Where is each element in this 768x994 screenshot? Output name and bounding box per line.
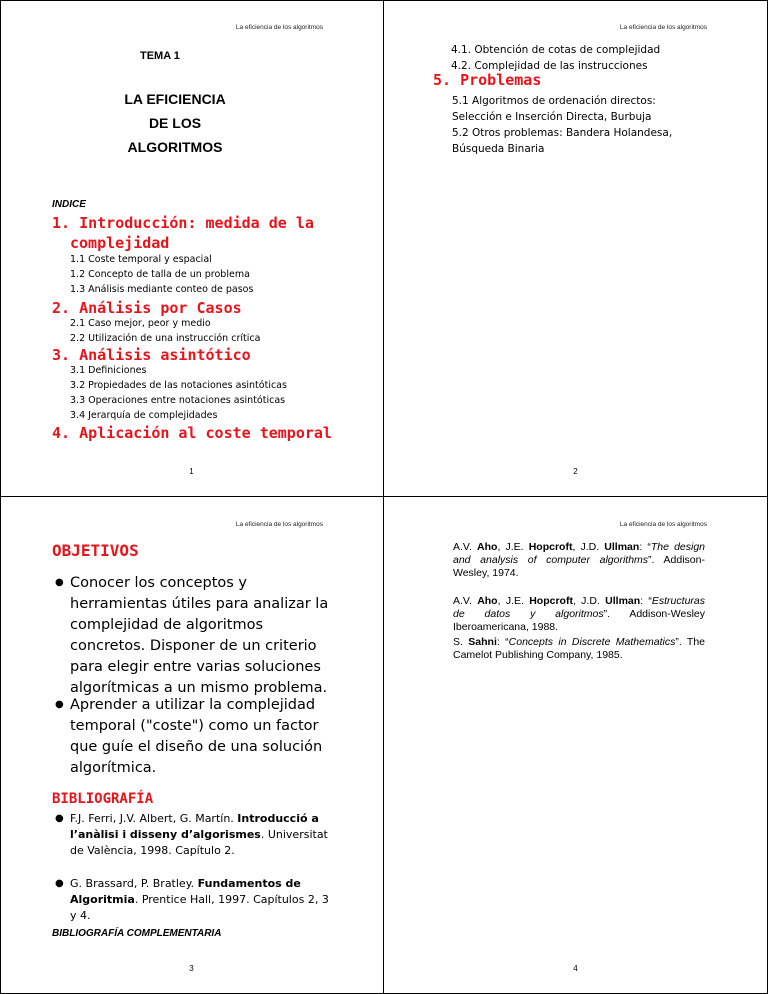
index-continuation: [451, 42, 660, 74]
bib-publisher: . Universitat de València, 1998. Capítulo 2.: [70, 828, 328, 857]
bib-authors: G. Brassard, P. Bratley.: [70, 877, 198, 890]
slide-header: La eficiencia de los algoritmos: [235, 521, 323, 528]
objective-bullet: [52, 573, 332, 699]
index-item: 3.3 Operaciones entre notaciones asintóticas: [70, 395, 286, 406]
indice-label: INDICE: [52, 199, 86, 210]
bib-publisher: . Prentice Hall, 1997. Capítulos 2, 3 y 4.: [70, 893, 329, 922]
bib-entry: [52, 811, 332, 859]
index-item: 5.2 Otros problemas: Bandera Holandesa,: [452, 127, 673, 139]
index-item: 5.1 Algoritmos de ordenación directos:: [452, 95, 656, 107]
bib-entry: [52, 876, 332, 924]
section-items: [70, 363, 287, 423]
bib-title: Fundamentos de Algoritmia: [70, 877, 301, 906]
page-number: 4: [573, 964, 578, 973]
ref-text: S.: [453, 636, 469, 648]
reference-entry: [453, 541, 705, 580]
tema-label: TEMA 1: [140, 50, 180, 62]
title-line: LA EFICIENCIA: [124, 91, 226, 107]
ref-title: The design and analysis of computer algorithms: [453, 541, 706, 566]
section-title-line: 2. Análisis por Casos: [52, 299, 242, 317]
index-item: 4.2. Complejidad de las instrucciones: [451, 60, 648, 72]
title-line: DE LOS: [148, 115, 202, 131]
slide-4: [384, 497, 767, 993]
index-item: 2.2 Utilización de una instrucción crítica: [70, 333, 261, 344]
ref-text: ”. The Camelot Publishing Company, 1985.: [453, 636, 706, 661]
page-number: 3: [189, 964, 194, 973]
slide-1: [0, 0, 383, 496]
section-title-line: 4. Aplicación al coste temporal: [52, 424, 332, 442]
section-title: [52, 298, 332, 318]
reference-entry: [453, 636, 705, 662]
ref-author: Aho: [477, 541, 498, 553]
objective-text: Aprender a utilizar la complejidad temporal ("coste") como un factor que guíe el diseño de una solución algorítmica.: [70, 697, 323, 776]
ref-text: , J.E.: [497, 541, 529, 553]
bullet-dot-icon: ●: [55, 577, 64, 588]
slide-header: La eficiencia de los algoritmos: [619, 24, 707, 31]
bullet-dot-icon: ●: [55, 813, 64, 824]
section-items: [70, 316, 260, 346]
section-title-line: complejidad: [70, 234, 170, 252]
page-number: 2: [573, 467, 578, 476]
ref-text: , J.D.: [572, 595, 606, 607]
section-title-line: 3. Análisis asintótico: [52, 346, 251, 364]
ref-author: Aho: [477, 595, 498, 607]
slide-header: La eficiencia de los algoritmos: [235, 24, 323, 31]
ref-author: Sahni: [468, 636, 497, 648]
index-item: 1.3 Análisis mediante conteo de pasos: [70, 284, 254, 295]
bullet-dot-icon: ●: [55, 878, 64, 889]
bib-title: Introducció a l’anàlisi i disseny d’algorismes: [70, 812, 319, 841]
objetivos-heading: OBJETIVOS: [52, 541, 139, 560]
section-title: [52, 423, 332, 443]
ref-text: : “: [639, 541, 651, 553]
section-title: [52, 213, 332, 253]
reference-entry: [453, 595, 705, 634]
ref-title: Estructuras de datos y algoritmos: [453, 595, 705, 620]
ref-text: ”. Addison-Wesley, 1974.: [453, 554, 705, 579]
section-items: [70, 252, 253, 297]
ref-text: : “: [496, 636, 509, 648]
ref-text: ”. Addison-Wesley Iberoamericana, 1988.: [453, 608, 705, 633]
objective-text: Conocer los conceptos y herramientas útiles para analizar la complejidad de algoritmos concretos. Disponer de un criterio para elegir entre varias soluciones algorítmicas a un mismo problema.: [70, 575, 329, 696]
index-item: 3.4 Jerarquía de complejidades: [70, 410, 218, 421]
slide-3: [0, 497, 383, 993]
index-item: 2.1 Caso mejor, peor y medio: [70, 318, 211, 329]
bullet-dot-icon: ●: [55, 699, 64, 710]
section-items: [452, 93, 672, 157]
ref-author: Ullman: [605, 595, 641, 607]
index-item: 1.1 Coste temporal y espacial: [70, 254, 212, 265]
index-item: Búsqueda Binaria: [452, 143, 545, 155]
ref-text: A.V.: [453, 595, 478, 607]
ref-text: A.V.: [453, 541, 478, 553]
bib-authors: F.J. Ferri, J.V. Albert, G. Martín.: [70, 812, 238, 825]
ref-author: Hopcroft: [528, 541, 573, 553]
objective-bullet: [52, 695, 332, 779]
index-item: 4.1. Obtención de cotas de complejidad: [451, 44, 661, 56]
ref-author: Ullman: [604, 541, 640, 553]
ref-text: : “: [640, 595, 652, 607]
index-item: 3.2 Propiedades de las notaciones asintóticas: [70, 380, 287, 391]
ref-text: , J.D.: [572, 541, 605, 553]
bib-text: [70, 811, 332, 859]
page-number: 1: [189, 467, 194, 476]
index-item: 3.1 Definiciones: [70, 365, 147, 376]
bibliografia-heading: BIBLIOGRAFÍA: [52, 791, 154, 807]
index-item: 1.2 Concepto de talla de un problema: [70, 269, 250, 280]
bibliografia-complementaria-heading: BIBLIOGRAFÍA COMPLEMENTARIA: [52, 928, 222, 939]
section-title: [52, 345, 332, 365]
ref-title: Concepts in Discrete Mathematics: [508, 636, 676, 648]
ref-text: , J.E.: [497, 595, 530, 607]
index-item: Selección e Inserción Directa, Burbuja: [452, 111, 652, 123]
section-title-line: 1. Introducción: medida de la: [52, 214, 314, 232]
title-line: ALGORITMOS: [127, 139, 223, 155]
slide-header: La eficiencia de los algoritmos: [619, 521, 707, 528]
ref-author: Hopcroft: [529, 595, 573, 607]
section-title: 5. Problemas: [433, 71, 542, 89]
bib-text: [70, 876, 332, 924]
slide-2: [384, 0, 767, 496]
